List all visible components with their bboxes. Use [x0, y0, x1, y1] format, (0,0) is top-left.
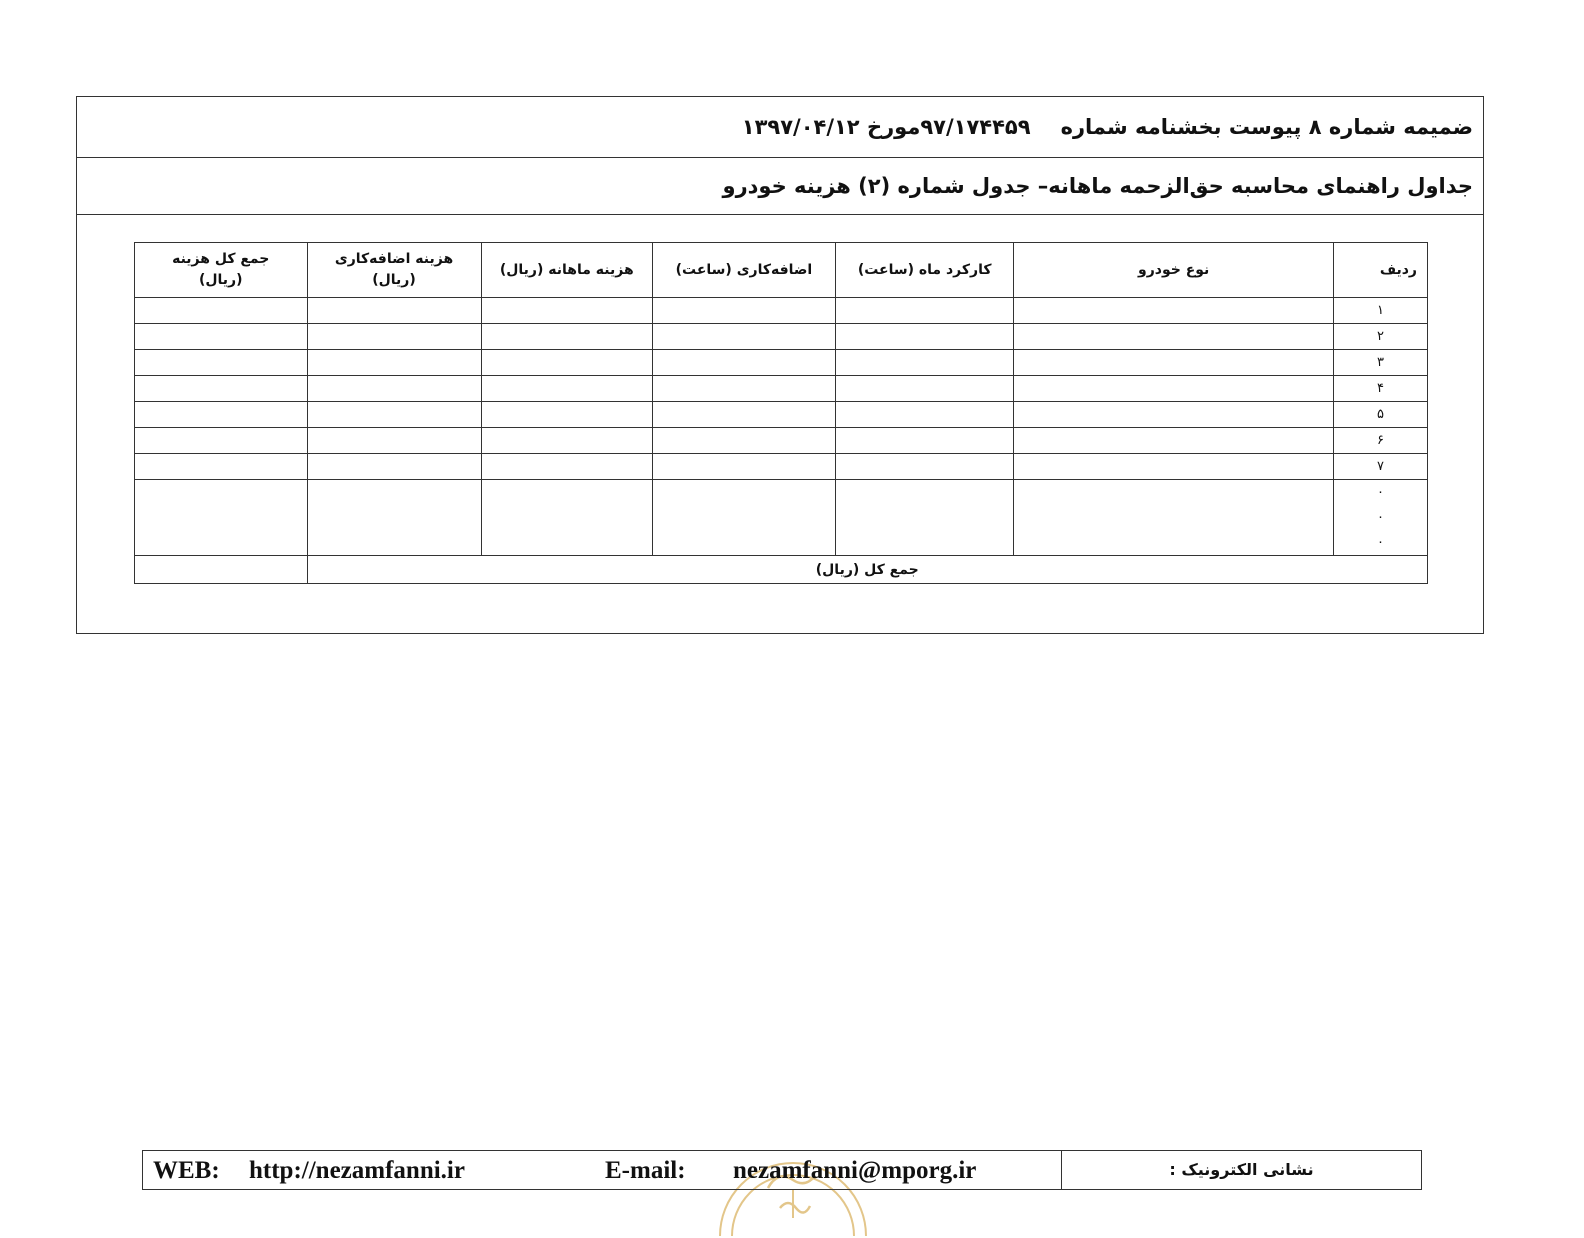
cell — [653, 480, 836, 556]
col-header-overtime-hours: اضافه‌کاری (ساعت) — [653, 243, 836, 298]
table-row — [135, 402, 1428, 428]
cell — [135, 480, 308, 556]
row-number: ۳ — [1333, 350, 1427, 376]
continuation-row — [135, 480, 1428, 556]
annex-title — [77, 97, 1483, 158]
cell — [135, 350, 308, 376]
cell — [653, 402, 836, 428]
cell — [307, 376, 481, 402]
table-header-row — [135, 243, 1428, 298]
cell — [135, 402, 308, 428]
web-link[interactable]: http://nezamfanni.ir — [249, 1157, 465, 1184]
vehicle-cost-table — [134, 242, 1428, 584]
cell — [481, 376, 652, 402]
col-header-overtime-cost — [307, 243, 481, 298]
col-header-total-cost-line1: جمع کل هزینه — [172, 251, 270, 267]
cell — [481, 428, 652, 454]
row-number: ۶ — [1333, 428, 1427, 454]
email-link[interactable]: nezamfanni@mporg.ir — [733, 1157, 977, 1184]
cell — [307, 350, 481, 376]
dot: ۰ — [1376, 485, 1384, 500]
cell — [135, 454, 308, 480]
row-number: ۲ — [1333, 324, 1427, 350]
cell — [835, 376, 1014, 402]
cell — [135, 428, 308, 454]
electronic-address-label: نشانی الکترونیک : — [1169, 1160, 1314, 1179]
cell — [307, 324, 481, 350]
cell — [835, 402, 1014, 428]
table-row — [135, 298, 1428, 324]
cell — [481, 402, 652, 428]
continuation-dots — [1333, 480, 1427, 556]
cell — [481, 350, 652, 376]
cell — [835, 428, 1014, 454]
cell — [307, 454, 481, 480]
cell — [1014, 324, 1333, 350]
table-row — [135, 454, 1428, 480]
footer-contact — [143, 1151, 1062, 1189]
row-number: ۱ — [1333, 298, 1427, 324]
cell — [1014, 376, 1333, 402]
col-header-monthly-cost: هزینه ماهانه (ریال) — [481, 243, 652, 298]
col-header-vehicle-type: نوع خودرو — [1014, 243, 1333, 298]
annex-title-part1: ضمیمه شماره ۸ پیوست بخشنامه شماره — [1060, 114, 1473, 139]
col-header-row: ردیف — [1333, 243, 1427, 298]
dot: ۰ — [1376, 510, 1384, 525]
cell — [307, 428, 481, 454]
cell — [1014, 298, 1333, 324]
cell — [307, 298, 481, 324]
cell — [653, 298, 836, 324]
total-row — [135, 556, 1428, 584]
cell — [835, 480, 1014, 556]
cell — [1014, 402, 1333, 428]
col-header-total-cost-line2: (ریال) — [198, 272, 243, 288]
annex-title-part2: ۹۷/۱۷۴۴۵۹مورخ ۱۳۹۷/۰۴/۱۲ — [741, 114, 1031, 139]
cell — [653, 350, 836, 376]
table-row — [135, 376, 1428, 402]
dot: ۰ — [1376, 535, 1384, 550]
row-number: ۷ — [1333, 454, 1427, 480]
footer-bar — [142, 1150, 1422, 1190]
cell — [1014, 350, 1333, 376]
cell — [835, 324, 1014, 350]
cell — [307, 480, 481, 556]
row-number: ۴ — [1333, 376, 1427, 402]
total-label: جمع کل (ریال) — [307, 556, 1428, 584]
cell — [653, 376, 836, 402]
cell — [135, 298, 308, 324]
cell — [307, 402, 481, 428]
cell — [481, 324, 652, 350]
cell — [1014, 428, 1333, 454]
cell — [835, 454, 1014, 480]
row-number: ۵ — [1333, 402, 1427, 428]
total-value-cell — [135, 556, 308, 584]
col-header-total-cost — [135, 243, 308, 298]
table-row — [135, 350, 1428, 376]
col-header-monthly-hours: کارکرد ماه (ساعت) — [835, 243, 1014, 298]
cell — [653, 324, 836, 350]
web-label: WEB: — [153, 1157, 220, 1184]
table-title: جداول راهنمای محاسبه حق‌الزحمه ماهانه– جدول شماره (۲) هزینه خودرو — [77, 158, 1483, 215]
cell — [653, 454, 836, 480]
cell — [835, 350, 1014, 376]
col-header-overtime-cost-line1: هزینه اضافه‌کاری — [334, 251, 454, 267]
email-label: E-mail: — [605, 1157, 686, 1184]
cell — [481, 298, 652, 324]
cell — [1014, 480, 1333, 556]
cell — [653, 428, 836, 454]
col-header-overtime-cost-line2: (ریال) — [372, 272, 416, 288]
cell — [1014, 454, 1333, 480]
cell — [835, 298, 1014, 324]
cell — [135, 376, 308, 402]
cell — [481, 454, 652, 480]
cell — [135, 324, 308, 350]
table-row — [135, 324, 1428, 350]
cell — [481, 480, 652, 556]
table-row — [135, 428, 1428, 454]
annex-frame — [76, 96, 1484, 634]
